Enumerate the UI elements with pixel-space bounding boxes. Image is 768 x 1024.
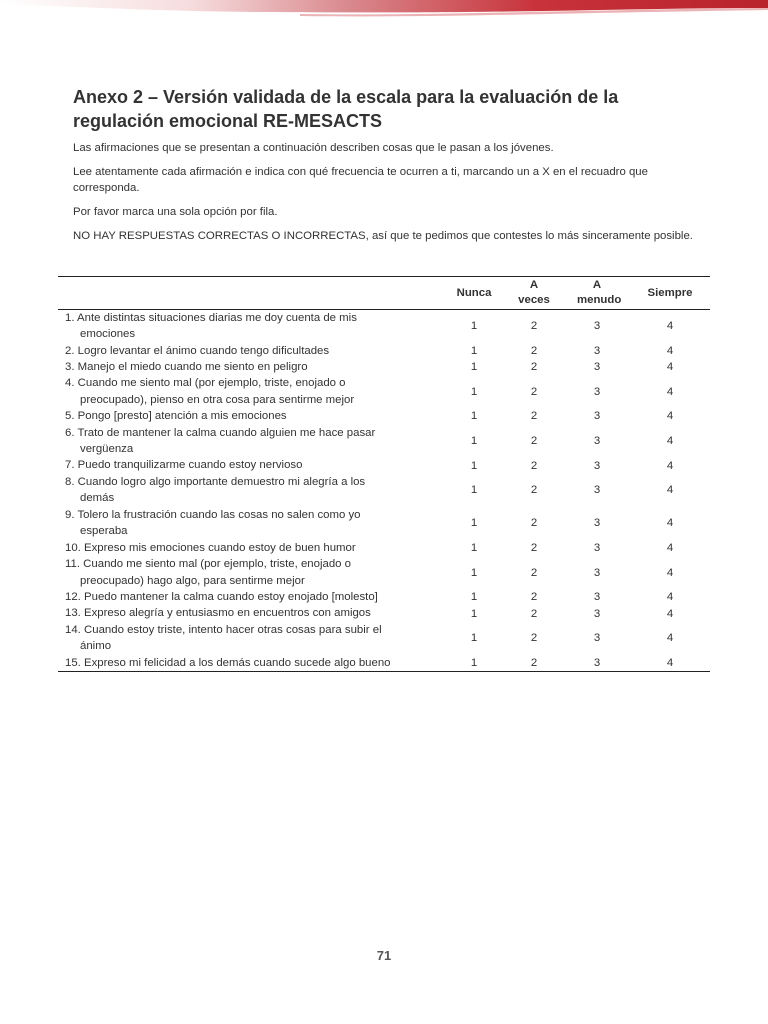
item-text: Tolero la frustración cuando las cosas no salen como yo xyxy=(77,508,361,521)
response-option[interactable]: 1 xyxy=(470,591,478,604)
table-row xyxy=(58,408,710,424)
header-a-menudo xyxy=(564,277,630,310)
response-option[interactable]: 4 xyxy=(666,517,674,530)
table-header-row xyxy=(58,277,710,310)
response-option[interactable]: 3 xyxy=(593,566,601,579)
response-option[interactable]: 3 xyxy=(593,591,601,604)
response-option[interactable]: 2 xyxy=(504,655,564,672)
table-row xyxy=(58,507,710,540)
item-statement xyxy=(58,474,444,507)
table-row xyxy=(58,457,710,473)
response-option[interactable]: 4 xyxy=(666,566,674,579)
item-text-continued: emociones xyxy=(80,328,136,341)
response-option[interactable]: 2 xyxy=(530,361,538,374)
item-text: Logro levantar el ánimo cuando tengo dificultades xyxy=(77,344,330,357)
table-row xyxy=(58,424,710,457)
item-text-continued: vergüenza xyxy=(80,442,134,455)
item-number: 4. xyxy=(65,377,75,390)
item-statement xyxy=(58,655,444,672)
header-nunca: Nunca xyxy=(444,277,504,310)
response-option[interactable]: 3 xyxy=(593,517,601,530)
table-row xyxy=(58,474,710,507)
header-banner xyxy=(0,0,768,24)
response-option[interactable]: 2 xyxy=(530,607,538,620)
response-option[interactable]: 3 xyxy=(593,361,601,374)
item-statement xyxy=(58,589,444,605)
item-text-continued: esperaba xyxy=(80,525,128,538)
response-option[interactable]: 1 xyxy=(470,484,478,497)
table-row xyxy=(58,375,710,408)
item-number: 14. xyxy=(65,623,81,636)
scale-table xyxy=(58,276,710,672)
item-statement xyxy=(58,375,444,408)
response-option[interactable]: 1 xyxy=(470,320,478,333)
table-row xyxy=(58,310,710,343)
response-option[interactable]: 1 xyxy=(470,459,478,472)
item-text: Expreso mis emociones cuando estoy de buen humor xyxy=(84,541,356,554)
item-statement xyxy=(58,605,444,621)
response-option[interactable]: 1 xyxy=(470,344,478,357)
item-statement xyxy=(58,343,444,359)
item-statement xyxy=(58,507,444,540)
instruction-paragraph: Lee atentamente cada afirmación e indica con qué frecuencia te ocurren a ti, marcando un a X en el recuadro que corresponda. xyxy=(73,166,648,194)
response-option[interactable]: 2 xyxy=(530,632,538,645)
item-text: Cuando logro algo importante demuestro mi alegría a los xyxy=(77,475,366,488)
item-text: Trato de mantener la calma cuando alguien me hace pasar xyxy=(77,426,376,439)
response-option[interactable]: 1 xyxy=(470,541,478,554)
item-number: 11. xyxy=(65,558,80,571)
item-statement xyxy=(58,457,444,473)
response-option[interactable]: 3 xyxy=(593,541,601,554)
item-text: Cuando me siento mal (por ejemplo, triste, enojado o xyxy=(83,558,351,571)
item-statement xyxy=(58,424,444,457)
item-text: Cuando estoy triste, intento hacer otras cosas para subir el xyxy=(84,623,382,636)
item-statement xyxy=(58,556,444,589)
item-text: Expreso alegría y entusiasmo en encuentros con amigos xyxy=(84,607,371,620)
response-option[interactable]: 2 xyxy=(530,517,538,530)
table-row xyxy=(58,343,710,359)
item-statement xyxy=(58,408,444,424)
response-option[interactable]: 1 xyxy=(470,434,478,447)
item-number: 8. xyxy=(65,475,75,488)
item-text: Puedo tranquilizarme cuando estoy nervioso xyxy=(77,459,303,472)
response-option[interactable]: 2 xyxy=(530,591,538,604)
response-option[interactable]: 4 xyxy=(666,320,674,333)
item-number: 10. xyxy=(65,541,81,554)
table-row xyxy=(58,622,710,655)
item-text: Ante distintas situaciones diarias me doy cuenta de mis xyxy=(77,312,357,324)
item-number: 3. xyxy=(65,360,75,373)
response-option[interactable]: 3 xyxy=(593,607,601,620)
header-a-menudo-label: A menudo xyxy=(577,279,622,306)
item-number: 13. xyxy=(65,607,81,620)
response-option[interactable]: 4 xyxy=(630,655,710,672)
item-number: 15. xyxy=(65,656,81,669)
item-number: 12. xyxy=(65,591,81,604)
response-option[interactable]: 3 xyxy=(593,632,601,645)
response-option[interactable]: 2 xyxy=(530,410,538,423)
table-row xyxy=(58,540,710,556)
response-option[interactable]: 2 xyxy=(530,385,538,398)
table-row xyxy=(58,655,710,672)
item-text-continued: ánimo xyxy=(80,640,112,653)
response-option[interactable]: 1 xyxy=(470,410,478,423)
item-text: Expreso mi felicidad a los demás cuando sucede algo bueno xyxy=(84,656,391,669)
response-option[interactable]: 1 xyxy=(470,566,478,579)
header-siempre: Siempre xyxy=(630,277,710,310)
response-option[interactable]: 3 xyxy=(593,410,601,423)
item-number: 2. xyxy=(65,344,75,357)
item-number: 7. xyxy=(65,459,75,472)
response-option[interactable]: 4 xyxy=(666,632,674,645)
response-option[interactable]: 2 xyxy=(530,434,538,447)
item-text: Puedo mantener la calma cuando estoy enojado [molesto] xyxy=(84,591,378,604)
response-option[interactable]: 3 xyxy=(593,385,601,398)
item-text-continued: preocupado) hago algo, para sentirme mejor xyxy=(80,574,305,587)
item-text: Manejo el miedo cuando me siento en peligro xyxy=(77,360,308,373)
response-option[interactable]: 1 xyxy=(470,632,478,645)
response-option[interactable]: 4 xyxy=(666,434,674,447)
response-option[interactable]: 2 xyxy=(530,344,538,357)
item-statement xyxy=(58,359,444,375)
response-option[interactable]: 4 xyxy=(666,541,674,554)
item-text-continued: preocupado), pienso en otra cosa para sentirme mejor xyxy=(80,393,355,406)
item-text: Pongo [presto] atención a mis emociones xyxy=(77,410,287,423)
item-number: 5. xyxy=(65,410,75,423)
item-text-continued: demás xyxy=(80,492,115,505)
item-number: 6. xyxy=(65,426,75,439)
item-number: 1. xyxy=(65,312,75,324)
item-statement xyxy=(58,310,444,343)
response-option[interactable]: 3 xyxy=(564,655,630,672)
response-option[interactable]: 2 xyxy=(530,320,538,333)
response-option[interactable]: 3 xyxy=(593,459,601,472)
response-option[interactable]: 1 xyxy=(470,385,478,398)
response-option[interactable]: 1 xyxy=(470,517,478,530)
response-option[interactable]: 3 xyxy=(593,484,601,497)
item-text: Cuando me siento mal (por ejemplo, triste, enojado o xyxy=(77,377,346,390)
page-title: Anexo 2 – Versión validada de la escala para la evaluación de la regulación emocional RE-MESACTS xyxy=(73,87,619,131)
item-statement xyxy=(58,622,444,655)
table-row xyxy=(58,589,710,605)
item-number: 9. xyxy=(65,508,75,521)
response-option[interactable]: 1 xyxy=(470,361,478,374)
response-option[interactable]: 4 xyxy=(666,484,674,497)
instruction-paragraph: NO HAY RESPUESTAS CORRECTAS O INCORRECTAS, así que te pedimos que contestes lo más sinceramente posible. xyxy=(73,230,693,242)
table-row xyxy=(58,605,710,621)
header-a-veces-label: A veces xyxy=(518,279,550,306)
table-row xyxy=(58,359,710,375)
response-option[interactable]: 4 xyxy=(666,344,674,357)
response-option[interactable]: 4 xyxy=(666,459,674,472)
page-number: 71 xyxy=(376,948,392,963)
response-option[interactable]: 4 xyxy=(666,410,674,423)
response-option[interactable]: 2 xyxy=(530,541,538,554)
table-row xyxy=(58,556,710,589)
response-option[interactable]: 2 xyxy=(530,566,538,579)
response-option[interactable]: 1 xyxy=(444,655,504,672)
response-option[interactable]: 2 xyxy=(530,459,538,472)
instruction-paragraph: Por favor marca una sola opción por fila. xyxy=(73,206,278,218)
instruction-paragraph: Las afirmaciones que se presentan a continuación describen cosas que le pasan a los jóvenes. xyxy=(73,142,554,154)
response-option[interactable]: 4 xyxy=(666,361,674,374)
response-option[interactable]: 4 xyxy=(666,385,674,398)
item-statement xyxy=(58,540,444,556)
response-option[interactable]: 4 xyxy=(666,591,674,604)
response-option[interactable]: 2 xyxy=(530,484,538,497)
response-option[interactable]: 3 xyxy=(593,344,601,357)
header-item xyxy=(58,277,444,310)
response-option[interactable]: 4 xyxy=(666,607,674,620)
response-option[interactable]: 3 xyxy=(593,320,601,333)
header-a-veces xyxy=(504,277,564,310)
response-option[interactable]: 1 xyxy=(470,607,478,620)
response-option[interactable]: 3 xyxy=(593,434,601,447)
